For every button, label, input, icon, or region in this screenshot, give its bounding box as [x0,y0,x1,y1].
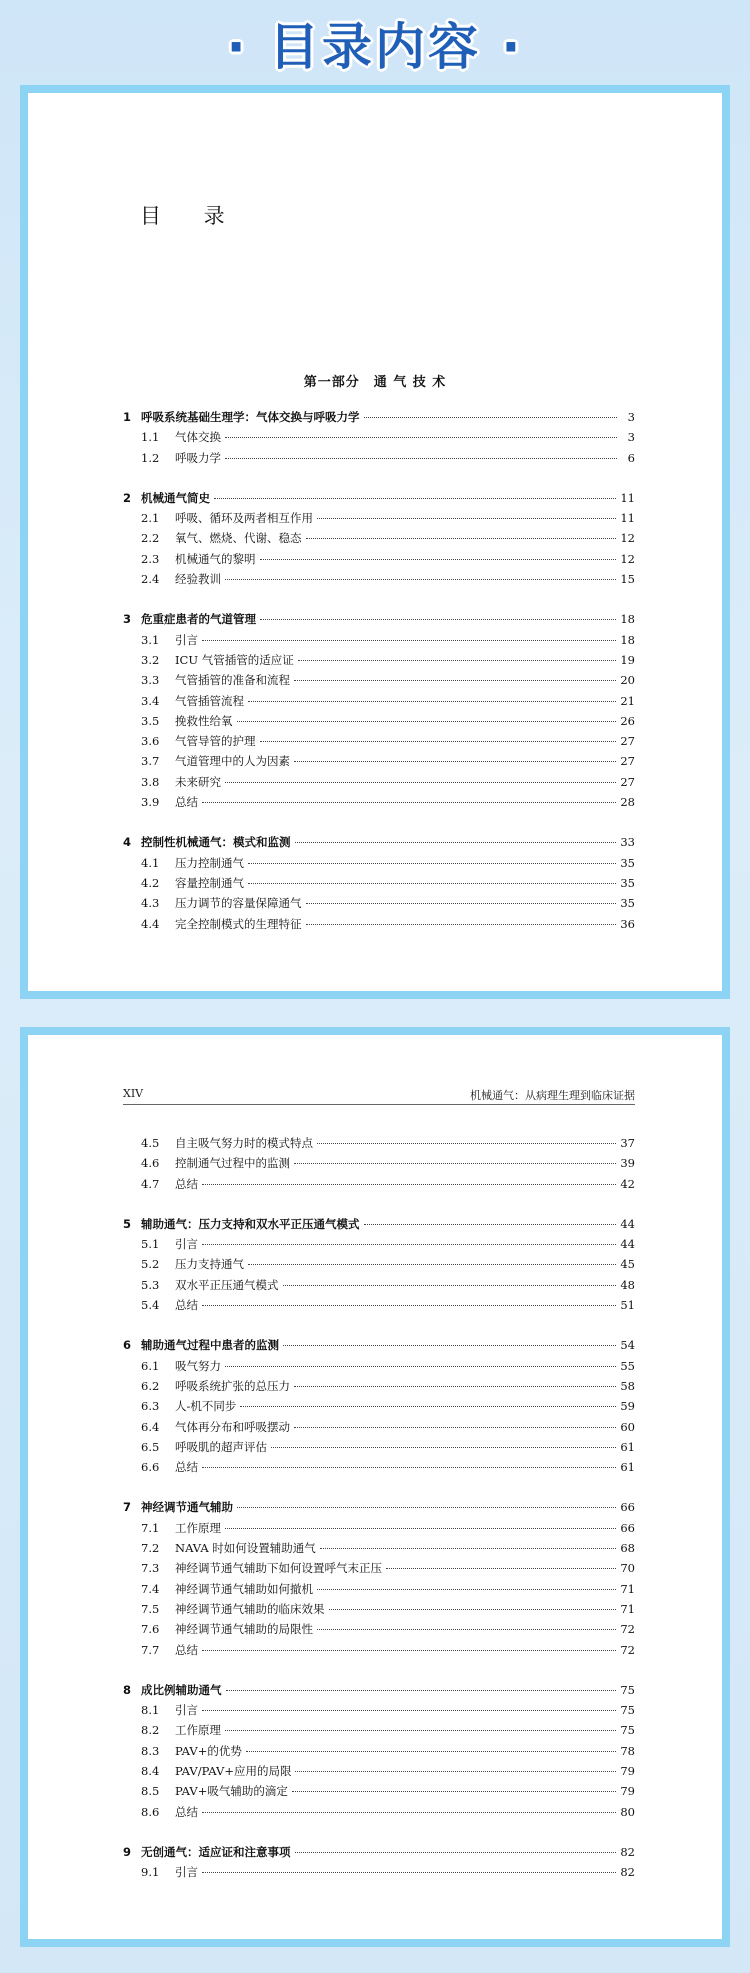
entry-title: 呼吸力学 [175,450,221,465]
entry-title: 工作原理 [175,1723,221,1738]
entry-number: 7.1 [141,1520,160,1535]
entry-page-number: 61 [620,1460,635,1475]
entry-page-number: 79 [620,1784,635,1799]
toc-section-entry[interactable] [123,733,635,753]
dot-leader [248,700,616,702]
entry-page-number: 82 [620,1865,635,1880]
toc-page-2 [20,1027,730,1947]
toc-section-entry[interactable] [123,1439,635,1459]
entry-title: 成比例辅助通气 [141,1682,222,1697]
entry-title: 气道管理中的人为因素 [175,754,290,769]
entry-number: 5.3 [141,1277,160,1292]
entry-page-number: 44 [620,1216,635,1231]
dot-leader [306,923,617,925]
entry-page-number: 82 [620,1844,635,1859]
entry-number: 2.3 [141,551,160,566]
toc-section-entry[interactable] [123,1560,635,1580]
entry-number: 5.2 [141,1257,160,1272]
dot-leader [202,1243,616,1245]
entry-title: NAVA 时如何设置辅助通气 [175,1541,316,1556]
toc-page-1 [20,85,730,999]
entry-number: 2.4 [141,572,160,587]
entry-number: 7 [123,1500,132,1515]
entry-number: 4 [123,835,132,850]
toc-section-entry[interactable] [123,1621,635,1641]
dot-leader [386,1567,616,1569]
entry-number: 8.3 [141,1743,160,1758]
toc-section-entry[interactable] [123,1804,635,1824]
entry-page-number: 72 [620,1642,635,1657]
dot-leader [202,1811,616,1813]
dot-leader [294,679,616,681]
entry-page-number: 27 [620,754,635,769]
dot-leader [294,1426,616,1428]
entry-number: 6 [123,1338,132,1353]
dot-leader [248,1263,616,1265]
toc-section-entry[interactable] [123,652,635,672]
dot-leader [295,1851,617,1853]
toc-section-entry[interactable] [123,1702,635,1722]
entry-page-number: 27 [620,734,635,749]
entry-number: 7.2 [141,1541,160,1556]
dot-leader [306,537,617,539]
entry-title: 总结 [175,1642,198,1657]
entry-page-number: 11 [620,490,635,505]
dot-leader [202,1649,616,1651]
dot-leader [202,1709,616,1711]
entry-number: 8.5 [141,1784,160,1799]
entry-number: 4.1 [141,855,160,870]
dot-leader [202,1466,616,1468]
toc-section-entry[interactable] [123,1176,635,1196]
entry-title: 双水平正压通气模式 [175,1277,279,1292]
entry-number: 7.3 [141,1561,160,1576]
dot-leader [320,1547,617,1549]
entry-number: 8.4 [141,1764,160,1779]
toc-section-entry[interactable] [123,855,635,875]
entry-title: 神经调节通气辅助的局限性 [175,1622,313,1637]
toc-section-entry[interactable] [123,1398,635,1418]
dot-leader [225,457,617,459]
toc-section-entry[interactable] [123,713,635,733]
entry-number: 6.6 [141,1460,160,1475]
entry-title: 总结 [175,795,198,810]
dot-leader [240,1405,616,1407]
toc-chapter-entry[interactable] [123,1499,635,1519]
entry-title: 总结 [175,1298,198,1313]
entry-number: 3.4 [141,693,160,708]
toc-section-entry[interactable] [123,753,635,773]
entry-page-number: 28 [620,795,635,810]
entry-title: ICU 气管插管的适应证 [175,652,294,667]
entry-title: 工作原理 [175,1520,221,1535]
entry-page-number: 35 [620,896,635,911]
entry-page-number: 37 [620,1136,635,1150]
entry-title: 引言 [175,1237,198,1252]
dot-leader [260,558,617,560]
dot-leader [225,1729,616,1731]
entry-title: 压力控制通气 [175,855,244,870]
toc-section-entry[interactable] [123,1783,635,1803]
toc-gap [123,814,635,834]
entry-title: PAV+吸气辅助的滴定 [175,1784,288,1799]
entry-number: 4.2 [141,875,160,890]
entry-title: 引言 [175,1703,198,1718]
toc-section-entry[interactable] [123,895,635,915]
entry-number: 9 [123,1844,132,1859]
part-title: 第一部分 通 气 技 术 [303,375,447,390]
entry-number: 6.3 [141,1399,160,1414]
entry-title: 呼吸系统扩张的总压力 [175,1378,290,1393]
entry-title: 机械通气的黎明 [175,551,256,566]
entry-page-number: 21 [620,693,635,708]
entry-page-number: 51 [620,1298,635,1313]
toc-section-entry[interactable] [123,1155,635,1175]
dot-leader [202,639,616,641]
toc-section-entry[interactable] [123,1763,635,1783]
entry-number: 7.5 [141,1601,160,1616]
toc-chapter-entry[interactable] [123,1216,635,1236]
entry-title: 控制通气过程中的监测 [175,1156,290,1171]
dot-leader [294,1385,616,1387]
entry-title: 危重症患者的气道管理 [141,612,256,627]
entry-page-number: 80 [620,1804,635,1819]
entry-title: 吸气努力 [175,1358,221,1373]
dot-leader [317,1588,616,1590]
entry-title: 气体交换 [175,430,221,445]
dot-leader [202,1183,616,1185]
entry-title: 完全控制模式的生理特征 [175,916,302,931]
toc-gap [123,1317,635,1337]
running-header [123,1087,635,1105]
dot-leader [271,1446,616,1448]
dot-leader [364,1223,617,1225]
entry-number: 7.4 [141,1581,160,1596]
toc-list [123,409,635,936]
toc-section-entry[interactable] [123,875,635,895]
toc-chapter-entry[interactable] [123,409,635,429]
dot-leader [294,760,616,762]
entry-number: 6.1 [141,1358,160,1373]
entry-title: 引言 [175,1865,198,1880]
dot-leader [364,416,618,418]
entry-page-number: 75 [620,1723,635,1738]
toc-section-entry[interactable] [123,1722,635,1742]
toc-section-entry[interactable] [123,774,635,794]
dot-leader [260,740,617,742]
entry-number: 4.5 [141,1136,160,1150]
entry-number: 6.4 [141,1419,160,1434]
toc-section-entry[interactable] [123,450,635,470]
toc-gap [123,591,635,611]
entry-title: 控制性机械通气：模式和监测 [141,835,291,850]
entry-page-number: 12 [620,531,635,546]
entry-title: 经验教训 [175,572,221,587]
entry-title: 压力调节的容量保障通气 [175,896,302,911]
entry-title: 呼吸、循环及两者相互作用 [175,511,313,526]
toc-gap [123,1662,635,1682]
entry-number: 2.2 [141,531,160,546]
entry-page-number: 66 [620,1500,635,1515]
entry-number: 3.5 [141,713,160,728]
dot-leader [317,517,616,519]
entry-page-number: 68 [620,1541,635,1556]
toc-section-entry[interactable] [123,1864,635,1884]
entry-page-number: 45 [620,1257,635,1272]
entry-page-number: 33 [620,835,635,850]
dot-leader [202,801,616,803]
entry-title: 神经调节通气辅助 [141,1500,233,1515]
dot-leader [202,1304,616,1306]
entry-page-number: 70 [620,1561,635,1576]
toc-section-entry[interactable] [123,1419,635,1439]
toc-chapter-entry[interactable] [123,1844,635,1864]
entry-number: 3 [123,612,132,627]
toc-chapter-entry[interactable] [123,1337,635,1357]
toc-section-entry[interactable] [123,1459,635,1479]
dot-leader [202,1871,616,1873]
entry-number: 2.1 [141,511,160,526]
dot-leader [329,1608,617,1610]
banner-title: · 目录内容 · [226,17,524,76]
toc-section-entry[interactable] [123,672,635,692]
toc-section-entry[interactable] [123,794,635,814]
entry-title: 人-机不同步 [175,1399,237,1414]
entry-number: 1.2 [141,450,160,465]
toc-section-entry[interactable] [123,1520,635,1540]
entry-page-number: 12 [620,551,635,566]
toc-chapter-entry[interactable] [123,611,635,631]
entry-title: 总结 [175,1804,198,1819]
entry-number: 5 [123,1216,132,1231]
toc-list [123,1135,635,1885]
dot-leader [237,1506,616,1508]
entry-title: 气管导管的护理 [175,734,256,749]
entry-title: 压力支持通气 [175,1257,244,1272]
entry-number: 4.4 [141,916,160,931]
dot-leader [237,720,617,722]
dot-leader [317,1142,616,1144]
entry-title: 自主吸气努力时的模式特点 [175,1136,313,1150]
entry-page-number: 26 [620,713,635,728]
dot-leader [317,1628,616,1630]
entry-page-number: 72 [620,1622,635,1637]
entry-number: 8.6 [141,1804,160,1819]
entry-page-number: 58 [620,1378,635,1393]
entry-page-number: 71 [620,1601,635,1616]
toc-section-entry[interactable] [123,1135,635,1155]
entry-number: 4.3 [141,896,160,911]
entry-title: 挽救性给氧 [175,713,233,728]
toc-section-entry[interactable] [123,693,635,713]
entry-page-number: 27 [620,774,635,789]
toc-section-entry[interactable] [123,1297,635,1317]
entry-number: 6.2 [141,1378,160,1393]
toc-section-entry[interactable] [123,1743,635,1763]
toc-section-entry[interactable] [123,510,635,530]
dot-leader [306,902,617,904]
dot-leader [225,436,617,438]
entry-number: 3.8 [141,774,160,789]
toc-heading: 目 录 [140,204,243,228]
entry-number: 3.7 [141,754,160,769]
dot-leader [298,659,617,661]
entry-number: 5.1 [141,1237,160,1252]
entry-title: 气管插管流程 [175,693,244,708]
entry-page-number: 75 [620,1703,635,1718]
entry-title: 未来研究 [175,774,221,789]
dot-leader [283,1284,617,1286]
entry-title: 辅助通气：压力支持和双水平正压通气模式 [141,1216,360,1231]
toc-section-entry[interactable] [123,1256,635,1276]
entry-title: 呼吸肌的超声评估 [175,1439,267,1454]
dot-leader [283,1344,616,1346]
dot-leader [248,862,616,864]
entry-page-number: 18 [620,612,635,627]
entry-number: 3.2 [141,652,160,667]
dot-leader [225,1527,616,1529]
toc-section-entry[interactable] [123,1642,635,1662]
entry-number: 6.5 [141,1439,160,1454]
entry-page-number: 61 [620,1439,635,1454]
dot-leader [225,1365,616,1367]
entry-page-number: 20 [620,673,635,688]
toc-section-entry[interactable] [123,1378,635,1398]
entry-number: 4.7 [141,1176,160,1191]
entry-page-number: 42 [620,1176,635,1191]
entry-number: 1 [123,410,132,424]
page-number: XIV [123,1087,144,1100]
entry-number: 1.1 [141,430,160,445]
toc-section-entry[interactable] [123,1358,635,1378]
entry-page-number: 79 [620,1764,635,1779]
entry-title: 引言 [175,632,198,647]
dot-leader [214,497,616,499]
entry-number: 8.1 [141,1703,160,1718]
entry-number: 9.1 [141,1865,160,1880]
dot-leader [246,1750,617,1752]
entry-title: 气体再分布和呼吸摆动 [175,1419,290,1434]
entry-page-number: 54 [620,1338,635,1353]
entry-title: PAV/PAV+应用的局限 [175,1764,292,1779]
entry-page-number: 60 [620,1419,635,1434]
entry-title: 神经调节通气辅助的临床效果 [175,1601,325,1616]
toc-section-entry[interactable] [123,916,635,936]
entry-number: 3.1 [141,632,160,647]
entry-page-number: 6 [627,450,635,465]
entry-page-number: 59 [620,1399,635,1414]
entry-number: 7.7 [141,1642,160,1657]
entry-page-number: 36 [620,916,635,931]
entry-title: PAV+的优势 [175,1743,242,1758]
dot-leader [295,1770,616,1772]
dot-leader [248,882,616,884]
toc-section-entry[interactable] [123,1277,635,1297]
entry-page-number: 3 [627,410,635,424]
entry-page-number: 18 [620,632,635,647]
dot-leader [295,841,617,843]
banner-header [0,0,750,85]
entry-page-number: 66 [620,1520,635,1535]
entry-title: 总结 [175,1460,198,1475]
entry-title: 神经调节通气辅助下如何设置呼气末正压 [175,1561,382,1576]
entry-page-number: 15 [620,572,635,587]
toc-chapter-entry[interactable] [123,1682,635,1702]
entry-page-number: 11 [620,511,635,526]
entry-page-number: 35 [620,855,635,870]
entry-page-number: 48 [620,1277,635,1292]
entry-title: 氧气、燃烧、代谢、稳态 [175,531,302,546]
entry-title: 无创通气：适应证和注意事项 [141,1844,291,1859]
toc-section-entry[interactable] [123,429,635,449]
dot-leader [225,578,616,580]
toc-chapter-entry[interactable] [123,490,635,510]
entry-number: 3.3 [141,673,160,688]
entry-page-number: 71 [620,1581,635,1596]
entry-number: 3.6 [141,734,160,749]
toc-section-entry[interactable] [123,530,635,550]
dot-leader [294,1162,616,1164]
entry-number: 3.9 [141,795,160,810]
dot-leader [260,618,616,620]
toc-section-entry[interactable] [123,551,635,571]
entry-title: 辅助通气过程中患者的监测 [141,1338,279,1353]
entry-title: 呼吸系统基础生理学：气体交换与呼吸力学 [141,410,360,424]
toc-gap [123,470,635,490]
entry-page-number: 35 [620,875,635,890]
entry-title: 总结 [175,1176,198,1191]
toc-section-entry[interactable] [123,1540,635,1560]
toc-section-entry[interactable] [123,1601,635,1621]
toc-gap [123,1824,635,1844]
entry-number: 2 [123,490,132,505]
entry-number: 8.2 [141,1723,160,1738]
entry-page-number: 78 [620,1743,635,1758]
toc-section-entry[interactable] [123,1236,635,1256]
entry-page-number: 44 [620,1237,635,1252]
toc-section-entry[interactable] [123,632,635,652]
entry-number: 4.6 [141,1156,160,1171]
entry-page-number: 55 [620,1358,635,1373]
dot-leader [292,1790,617,1792]
entry-number: 5.4 [141,1298,160,1313]
toc-gap [123,1479,635,1499]
toc-chapter-entry[interactable] [123,834,635,854]
entry-title: 容量控制通气 [175,875,244,890]
toc-section-entry[interactable] [123,571,635,591]
dot-leader [226,1689,617,1691]
entry-number: 7.6 [141,1622,160,1637]
entry-title: 机械通气简史 [141,490,210,505]
dot-leader [225,781,616,783]
entry-number: 8 [123,1682,132,1697]
entry-title: 气管插管的准备和流程 [175,673,290,688]
entry-title: 神经调节通气辅助如何撤机 [175,1581,313,1596]
entry-page-number: 75 [620,1682,635,1697]
entry-page-number: 19 [620,652,635,667]
entry-page-number: 3 [627,430,635,445]
book-title: 机械通气：从病理生理到临床证据 [470,1089,635,1102]
toc-gap [123,1196,635,1216]
toc-section-entry[interactable] [123,1581,635,1601]
entry-page-number: 39 [620,1156,635,1171]
